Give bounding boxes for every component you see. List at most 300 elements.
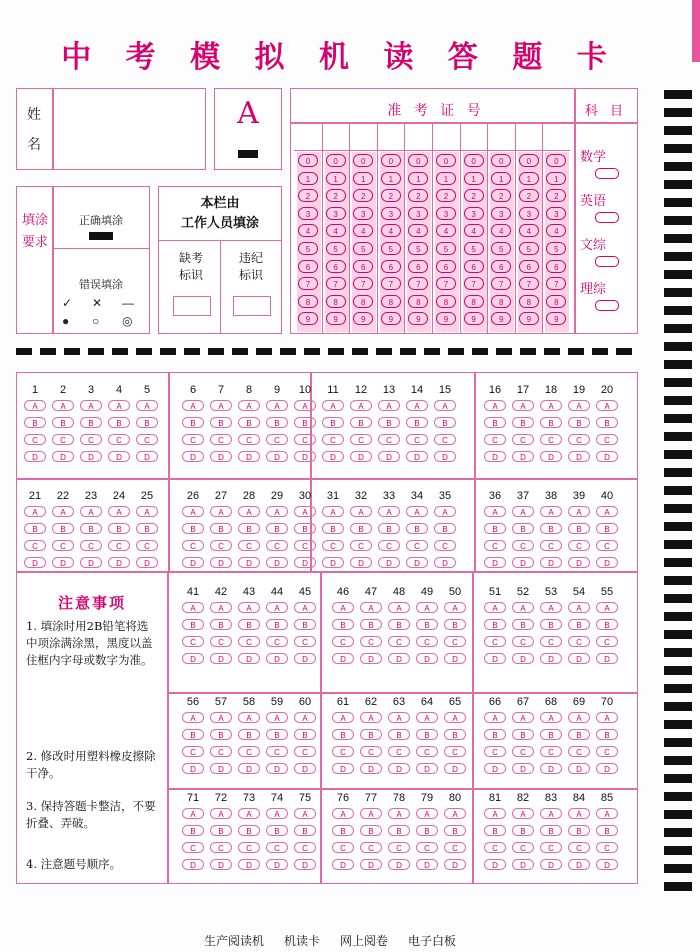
answer-bubble[interactable]: D xyxy=(266,859,288,870)
answer-bubble[interactable]: C xyxy=(568,636,590,647)
exam-number-bubble[interactable]: 3 xyxy=(381,207,401,220)
answer-bubble[interactable]: B xyxy=(540,619,562,630)
answer-bubble[interactable]: D xyxy=(540,451,562,462)
answer-bubble[interactable]: A xyxy=(434,400,456,411)
exam-number-bubble[interactable]: 8 xyxy=(546,295,566,308)
answer-bubble[interactable]: D xyxy=(80,451,102,462)
answer-bubble[interactable]: B xyxy=(406,417,428,428)
answer-bubble[interactable]: B xyxy=(210,523,232,534)
answer-bubble[interactable]: D xyxy=(52,451,74,462)
exam-number-bubble[interactable]: 9 xyxy=(491,312,511,325)
exam-number-bubble[interactable]: 3 xyxy=(464,207,484,220)
exam-number-bubble[interactable]: 8 xyxy=(381,295,401,308)
exam-number-bubble[interactable]: 8 xyxy=(298,295,318,308)
answer-bubble[interactable]: B xyxy=(512,417,534,428)
answer-bubble[interactable]: A xyxy=(136,506,158,517)
answer-bubble[interactable]: A xyxy=(596,602,618,613)
answer-bubble[interactable]: B xyxy=(360,619,382,630)
answer-bubble[interactable]: C xyxy=(332,746,354,757)
exam-number-bubble[interactable]: 4 xyxy=(298,224,318,237)
exam-number-bubble[interactable]: 0 xyxy=(491,154,511,167)
answer-bubble[interactable]: B xyxy=(210,417,232,428)
exam-number-bubble[interactable]: 4 xyxy=(464,224,484,237)
answer-bubble[interactable]: A xyxy=(294,808,316,819)
answer-bubble[interactable]: C xyxy=(540,540,562,551)
exam-number-bubble[interactable]: 7 xyxy=(464,277,484,290)
answer-bubble[interactable]: D xyxy=(540,859,562,870)
exam-number-bubble[interactable]: 1 xyxy=(491,172,511,185)
answer-bubble[interactable]: D xyxy=(378,451,400,462)
answer-bubble[interactable]: A xyxy=(416,808,438,819)
answer-bubble[interactable]: B xyxy=(540,825,562,836)
exam-number-bubble[interactable]: 2 xyxy=(519,189,539,202)
answer-bubble[interactable]: B xyxy=(210,729,232,740)
answer-bubble[interactable]: A xyxy=(596,808,618,819)
answer-bubble[interactable]: C xyxy=(434,540,456,551)
answer-bubble[interactable]: C xyxy=(332,842,354,853)
exam-number-bubble[interactable]: 2 xyxy=(326,189,346,202)
answer-bubble[interactable]: D xyxy=(182,653,204,664)
answer-bubble[interactable]: D xyxy=(24,451,46,462)
answer-bubble[interactable]: C xyxy=(238,636,260,647)
answer-bubble[interactable]: C xyxy=(210,434,232,445)
answer-bubble[interactable]: C xyxy=(484,540,506,551)
exam-number-bubble[interactable]: 1 xyxy=(298,172,318,185)
answer-bubble[interactable]: A xyxy=(568,808,590,819)
answer-bubble[interactable]: D xyxy=(388,859,410,870)
exam-number-bubble[interactable]: 8 xyxy=(491,295,511,308)
answer-bubble[interactable]: A xyxy=(596,712,618,723)
answer-bubble[interactable]: C xyxy=(24,540,46,551)
answer-bubble[interactable]: B xyxy=(136,523,158,534)
answer-bubble[interactable]: D xyxy=(322,557,344,568)
answer-bubble[interactable]: D xyxy=(136,557,158,568)
answer-bubble[interactable]: B xyxy=(182,417,204,428)
answer-bubble[interactable]: B xyxy=(238,729,260,740)
answer-bubble[interactable]: B xyxy=(416,825,438,836)
exam-number-bubble[interactable]: 5 xyxy=(464,242,484,255)
answer-bubble[interactable]: C xyxy=(238,842,260,853)
exam-number-bubble[interactable]: 4 xyxy=(519,224,539,237)
exam-number-bubble[interactable]: 8 xyxy=(436,295,456,308)
answer-bubble[interactable]: D xyxy=(238,859,260,870)
answer-bubble[interactable]: A xyxy=(24,400,46,411)
answer-bubble[interactable]: C xyxy=(406,434,428,445)
answer-bubble[interactable]: A xyxy=(512,602,534,613)
answer-bubble[interactable]: B xyxy=(416,619,438,630)
answer-bubble[interactable]: A xyxy=(568,506,590,517)
answer-bubble[interactable]: A xyxy=(182,808,204,819)
answer-bubble[interactable]: D xyxy=(378,557,400,568)
answer-bubble[interactable]: C xyxy=(210,636,232,647)
exam-number-bubble[interactable]: 4 xyxy=(326,224,346,237)
answer-bubble[interactable]: D xyxy=(434,451,456,462)
exam-number-bubble[interactable]: 8 xyxy=(464,295,484,308)
exam-number-bubble[interactable]: 9 xyxy=(464,312,484,325)
answer-bubble[interactable]: B xyxy=(332,729,354,740)
exam-number-bubble[interactable]: 2 xyxy=(436,189,456,202)
exam-number-bubble[interactable]: 3 xyxy=(408,207,428,220)
answer-bubble[interactable]: D xyxy=(568,653,590,664)
answer-bubble[interactable]: A xyxy=(266,602,288,613)
answer-bubble[interactable]: D xyxy=(596,763,618,774)
answer-bubble[interactable]: C xyxy=(332,636,354,647)
answer-bubble[interactable]: D xyxy=(540,763,562,774)
answer-bubble[interactable]: B xyxy=(108,417,130,428)
answer-bubble[interactable]: A xyxy=(540,400,562,411)
answer-bubble[interactable]: B xyxy=(294,523,316,534)
answer-bubble[interactable]: D xyxy=(596,557,618,568)
answer-bubble[interactable]: D xyxy=(484,763,506,774)
answer-bubble[interactable]: A xyxy=(210,400,232,411)
answer-bubble[interactable]: B xyxy=(568,619,590,630)
answer-bubble[interactable]: A xyxy=(388,602,410,613)
answer-bubble[interactable]: D xyxy=(512,451,534,462)
answer-bubble[interactable]: B xyxy=(360,825,382,836)
answer-bubble[interactable]: C xyxy=(108,540,130,551)
answer-bubble[interactable]: C xyxy=(294,636,316,647)
exam-number-bubble[interactable]: 5 xyxy=(326,242,346,255)
answer-bubble[interactable]: D xyxy=(238,557,260,568)
answer-bubble[interactable]: D xyxy=(108,451,130,462)
exam-number-bubble[interactable]: 2 xyxy=(491,189,511,202)
answer-bubble[interactable]: C xyxy=(596,434,618,445)
answer-bubble[interactable]: C xyxy=(52,434,74,445)
exam-number-bubble[interactable]: 6 xyxy=(408,260,428,273)
exam-number-bubble[interactable]: 2 xyxy=(353,189,373,202)
answer-bubble[interactable]: A xyxy=(238,808,260,819)
answer-bubble[interactable]: D xyxy=(568,557,590,568)
exam-number-bubble[interactable]: 7 xyxy=(519,277,539,290)
answer-bubble[interactable]: A xyxy=(568,400,590,411)
exam-number-bubble[interactable]: 7 xyxy=(381,277,401,290)
answer-bubble[interactable]: A xyxy=(182,712,204,723)
answer-bubble[interactable]: C xyxy=(444,636,466,647)
answer-bubble[interactable]: D xyxy=(484,653,506,664)
answer-bubble[interactable]: B xyxy=(108,523,130,534)
exam-number-bubble[interactable]: 5 xyxy=(491,242,511,255)
answer-bubble[interactable]: D xyxy=(512,653,534,664)
exam-number-bubble[interactable]: 7 xyxy=(326,277,346,290)
answer-bubble[interactable]: C xyxy=(388,636,410,647)
answer-bubble[interactable]: D xyxy=(294,763,316,774)
exam-number-bubble[interactable]: 8 xyxy=(519,295,539,308)
answer-bubble[interactable]: C xyxy=(540,746,562,757)
answer-bubble[interactable]: B xyxy=(512,729,534,740)
answer-bubble[interactable]: D xyxy=(512,859,534,870)
answer-bubble[interactable]: D xyxy=(406,451,428,462)
answer-bubble[interactable]: C xyxy=(360,746,382,757)
exam-number-bubble[interactable]: 1 xyxy=(353,172,373,185)
answer-bubble[interactable]: C xyxy=(210,540,232,551)
answer-bubble[interactable]: C xyxy=(294,540,316,551)
answer-bubble[interactable]: B xyxy=(484,825,506,836)
answer-bubble[interactable]: A xyxy=(80,400,102,411)
answer-bubble[interactable]: B xyxy=(568,523,590,534)
answer-bubble[interactable]: C xyxy=(360,842,382,853)
subject-bubble[interactable] xyxy=(595,212,619,223)
answer-bubble[interactable]: C xyxy=(416,842,438,853)
answer-bubble[interactable]: C xyxy=(266,540,288,551)
answer-bubble[interactable]: B xyxy=(540,417,562,428)
answer-bubble[interactable]: D xyxy=(294,859,316,870)
answer-bubble[interactable]: C xyxy=(484,842,506,853)
answer-bubble[interactable]: A xyxy=(406,400,428,411)
answer-bubble[interactable]: D xyxy=(512,763,534,774)
answer-bubble[interactable]: A xyxy=(210,712,232,723)
answer-bubble[interactable]: B xyxy=(540,729,562,740)
answer-bubble[interactable]: B xyxy=(238,417,260,428)
exam-number-bubble[interactable]: 1 xyxy=(464,172,484,185)
answer-bubble[interactable]: D xyxy=(568,763,590,774)
answer-bubble[interactable]: C xyxy=(80,434,102,445)
answer-bubble[interactable]: D xyxy=(294,557,316,568)
exam-number-bubble[interactable]: 9 xyxy=(408,312,428,325)
exam-number-bubble[interactable]: 6 xyxy=(298,260,318,273)
exam-number-bubble[interactable]: 5 xyxy=(519,242,539,255)
staff-item-bubble[interactable] xyxy=(173,296,211,316)
answer-bubble[interactable]: A xyxy=(378,506,400,517)
answer-bubble[interactable]: C xyxy=(294,842,316,853)
answer-bubble[interactable]: D xyxy=(238,763,260,774)
answer-bubble[interactable]: B xyxy=(294,825,316,836)
exam-number-bubble[interactable]: 5 xyxy=(546,242,566,255)
answer-bubble[interactable]: A xyxy=(444,602,466,613)
answer-bubble[interactable]: B xyxy=(24,417,46,428)
exam-number-bubble[interactable]: 6 xyxy=(491,260,511,273)
answer-bubble[interactable]: A xyxy=(416,712,438,723)
exam-number-bubble[interactable]: 3 xyxy=(326,207,346,220)
exam-number-bubble[interactable]: 0 xyxy=(436,154,456,167)
answer-bubble[interactable]: B xyxy=(182,523,204,534)
answer-bubble[interactable]: D xyxy=(444,763,466,774)
answer-bubble[interactable]: C xyxy=(388,842,410,853)
answer-bubble[interactable]: A xyxy=(294,400,316,411)
answer-bubble[interactable]: B xyxy=(52,523,74,534)
answer-bubble[interactable]: B xyxy=(484,729,506,740)
exam-number-bubble[interactable]: 1 xyxy=(519,172,539,185)
exam-number-bubble[interactable]: 5 xyxy=(408,242,428,255)
answer-bubble[interactable]: C xyxy=(360,636,382,647)
exam-number-bubble[interactable]: 9 xyxy=(381,312,401,325)
answer-bubble[interactable]: B xyxy=(24,523,46,534)
answer-bubble[interactable]: B xyxy=(568,729,590,740)
answer-bubble[interactable]: C xyxy=(540,636,562,647)
exam-number-bubble[interactable]: 8 xyxy=(408,295,428,308)
answer-bubble[interactable]: D xyxy=(266,653,288,664)
exam-number-bubble[interactable]: 4 xyxy=(381,224,401,237)
answer-bubble[interactable]: C xyxy=(182,540,204,551)
answer-bubble[interactable]: B xyxy=(388,729,410,740)
answer-bubble[interactable]: C xyxy=(52,540,74,551)
answer-bubble[interactable]: D xyxy=(444,859,466,870)
answer-bubble[interactable]: D xyxy=(266,451,288,462)
answer-bubble[interactable]: D xyxy=(210,653,232,664)
answer-bubble[interactable]: C xyxy=(484,636,506,647)
answer-bubble[interactable]: A xyxy=(512,712,534,723)
exam-number-bubble[interactable]: 3 xyxy=(436,207,456,220)
exam-number-bubble[interactable]: 4 xyxy=(353,224,373,237)
answer-bubble[interactable]: C xyxy=(182,842,204,853)
answer-bubble[interactable]: B xyxy=(484,417,506,428)
answer-bubble[interactable]: D xyxy=(434,557,456,568)
answer-bubble[interactable]: D xyxy=(568,859,590,870)
answer-bubble[interactable]: D xyxy=(294,451,316,462)
exam-number-bubble[interactable]: 5 xyxy=(381,242,401,255)
answer-bubble[interactable]: D xyxy=(332,859,354,870)
answer-bubble[interactable]: B xyxy=(52,417,74,428)
answer-bubble[interactable]: B xyxy=(388,825,410,836)
answer-bubble[interactable]: C xyxy=(596,746,618,757)
answer-bubble[interactable]: B xyxy=(182,729,204,740)
answer-bubble[interactable]: D xyxy=(52,557,74,568)
exam-number-bubble[interactable]: 7 xyxy=(436,277,456,290)
answer-bubble[interactable]: C xyxy=(238,746,260,757)
answer-bubble[interactable]: C xyxy=(210,842,232,853)
answer-bubble[interactable]: A xyxy=(294,506,316,517)
exam-number-bubble[interactable]: 1 xyxy=(326,172,346,185)
answer-bubble[interactable]: C xyxy=(406,540,428,551)
answer-bubble[interactable]: D xyxy=(596,859,618,870)
answer-bubble[interactable]: A xyxy=(332,808,354,819)
answer-bubble[interactable]: A xyxy=(596,506,618,517)
answer-bubble[interactable]: D xyxy=(540,653,562,664)
answer-bubble[interactable]: D xyxy=(360,653,382,664)
answer-bubble[interactable]: C xyxy=(24,434,46,445)
answer-bubble[interactable]: D xyxy=(210,451,232,462)
answer-bubble[interactable]: A xyxy=(322,506,344,517)
answer-bubble[interactable]: B xyxy=(484,619,506,630)
answer-bubble[interactable]: D xyxy=(388,653,410,664)
answer-bubble[interactable]: A xyxy=(484,602,506,613)
answer-bubble[interactable]: A xyxy=(378,400,400,411)
exam-number-bubble[interactable]: 7 xyxy=(491,277,511,290)
answer-bubble[interactable]: B xyxy=(322,417,344,428)
answer-bubble[interactable]: B xyxy=(350,417,372,428)
answer-bubble[interactable]: B xyxy=(512,523,534,534)
exam-number-bubble[interactable]: 3 xyxy=(546,207,566,220)
answer-bubble[interactable]: B xyxy=(210,825,232,836)
answer-bubble[interactable]: B xyxy=(434,417,456,428)
answer-bubble[interactable]: D xyxy=(416,653,438,664)
answer-bubble[interactable]: C xyxy=(322,540,344,551)
answer-bubble[interactable]: B xyxy=(266,619,288,630)
answer-bubble[interactable]: B xyxy=(80,523,102,534)
answer-bubble[interactable]: B xyxy=(80,417,102,428)
answer-bubble[interactable]: A xyxy=(322,400,344,411)
answer-bubble[interactable]: A xyxy=(136,400,158,411)
exam-number-bubble[interactable]: 3 xyxy=(491,207,511,220)
answer-bubble[interactable]: A xyxy=(238,602,260,613)
answer-bubble[interactable]: D xyxy=(360,859,382,870)
exam-number-bubble[interactable]: 4 xyxy=(546,224,566,237)
answer-bubble[interactable]: A xyxy=(24,506,46,517)
exam-number-bubble[interactable]: 9 xyxy=(298,312,318,325)
answer-bubble[interactable]: A xyxy=(484,808,506,819)
answer-bubble[interactable]: B xyxy=(596,619,618,630)
exam-number-bubble[interactable]: 0 xyxy=(408,154,428,167)
subject-bubble[interactable] xyxy=(595,168,619,179)
answer-bubble[interactable]: A xyxy=(52,506,74,517)
answer-bubble[interactable]: B xyxy=(210,619,232,630)
answer-bubble[interactable]: C xyxy=(294,746,316,757)
exam-number-bubble[interactable]: 2 xyxy=(298,189,318,202)
answer-bubble[interactable]: A xyxy=(80,506,102,517)
answer-bubble[interactable]: B xyxy=(332,619,354,630)
answer-bubble[interactable]: C xyxy=(266,636,288,647)
exam-number-bubble[interactable]: 0 xyxy=(381,154,401,167)
answer-bubble[interactable]: A xyxy=(568,602,590,613)
exam-number-bubble[interactable]: 9 xyxy=(519,312,539,325)
answer-bubble[interactable]: C xyxy=(484,746,506,757)
answer-bubble[interactable]: D xyxy=(484,451,506,462)
answer-bubble[interactable]: B xyxy=(484,523,506,534)
answer-bubble[interactable]: C xyxy=(266,842,288,853)
exam-number-bubble[interactable]: 7 xyxy=(298,277,318,290)
answer-bubble[interactable]: C xyxy=(596,842,618,853)
answer-bubble[interactable]: A xyxy=(512,400,534,411)
answer-bubble[interactable]: A xyxy=(182,602,204,613)
exam-number-bubble[interactable]: 4 xyxy=(408,224,428,237)
answer-bubble[interactable]: B xyxy=(444,729,466,740)
answer-bubble[interactable]: C xyxy=(294,434,316,445)
answer-bubble[interactable]: C xyxy=(540,842,562,853)
exam-number-bubble[interactable]: 6 xyxy=(519,260,539,273)
answer-bubble[interactable]: A xyxy=(512,808,534,819)
exam-number-bubble[interactable]: 6 xyxy=(464,260,484,273)
exam-number-bubble[interactable]: 3 xyxy=(353,207,373,220)
answer-bubble[interactable]: C xyxy=(568,540,590,551)
exam-number-bubble[interactable]: 6 xyxy=(436,260,456,273)
answer-bubble[interactable]: C xyxy=(568,434,590,445)
subject-bubble[interactable] xyxy=(595,256,619,267)
answer-bubble[interactable]: C xyxy=(350,540,372,551)
answer-bubble[interactable]: B xyxy=(294,729,316,740)
answer-bubble[interactable]: C xyxy=(182,434,204,445)
answer-bubble[interactable]: A xyxy=(210,808,232,819)
answer-bubble[interactable]: A xyxy=(388,712,410,723)
exam-number-bubble[interactable]: 8 xyxy=(353,295,373,308)
answer-bubble[interactable]: A xyxy=(360,712,382,723)
answer-bubble[interactable]: A xyxy=(540,712,562,723)
answer-bubble[interactable]: B xyxy=(360,729,382,740)
exam-number-bubble[interactable]: 6 xyxy=(326,260,346,273)
exam-number-bubble[interactable]: 2 xyxy=(408,189,428,202)
answer-bubble[interactable]: D xyxy=(388,763,410,774)
answer-bubble[interactable]: C xyxy=(210,746,232,757)
answer-bubble[interactable]: D xyxy=(416,859,438,870)
answer-bubble[interactable]: C xyxy=(266,434,288,445)
answer-bubble[interactable]: D xyxy=(182,451,204,462)
answer-bubble[interactable]: D xyxy=(406,557,428,568)
answer-bubble[interactable]: B xyxy=(332,825,354,836)
answer-bubble[interactable]: D xyxy=(294,653,316,664)
exam-number-bubble[interactable]: 1 xyxy=(408,172,428,185)
answer-bubble[interactable]: B xyxy=(378,417,400,428)
answer-bubble[interactable]: A xyxy=(238,400,260,411)
exam-number-bubble[interactable]: 6 xyxy=(353,260,373,273)
answer-bubble[interactable]: C xyxy=(378,540,400,551)
answer-bubble[interactable]: C xyxy=(322,434,344,445)
answer-bubble[interactable]: D xyxy=(568,451,590,462)
answer-bubble[interactable]: A xyxy=(540,602,562,613)
exam-number-bubble[interactable]: 5 xyxy=(436,242,456,255)
answer-bubble[interactable]: D xyxy=(182,557,204,568)
exam-number-bubble[interactable]: 4 xyxy=(436,224,456,237)
answer-bubble[interactable]: A xyxy=(512,506,534,517)
answer-bubble[interactable]: D xyxy=(238,653,260,664)
answer-bubble[interactable]: A xyxy=(266,400,288,411)
